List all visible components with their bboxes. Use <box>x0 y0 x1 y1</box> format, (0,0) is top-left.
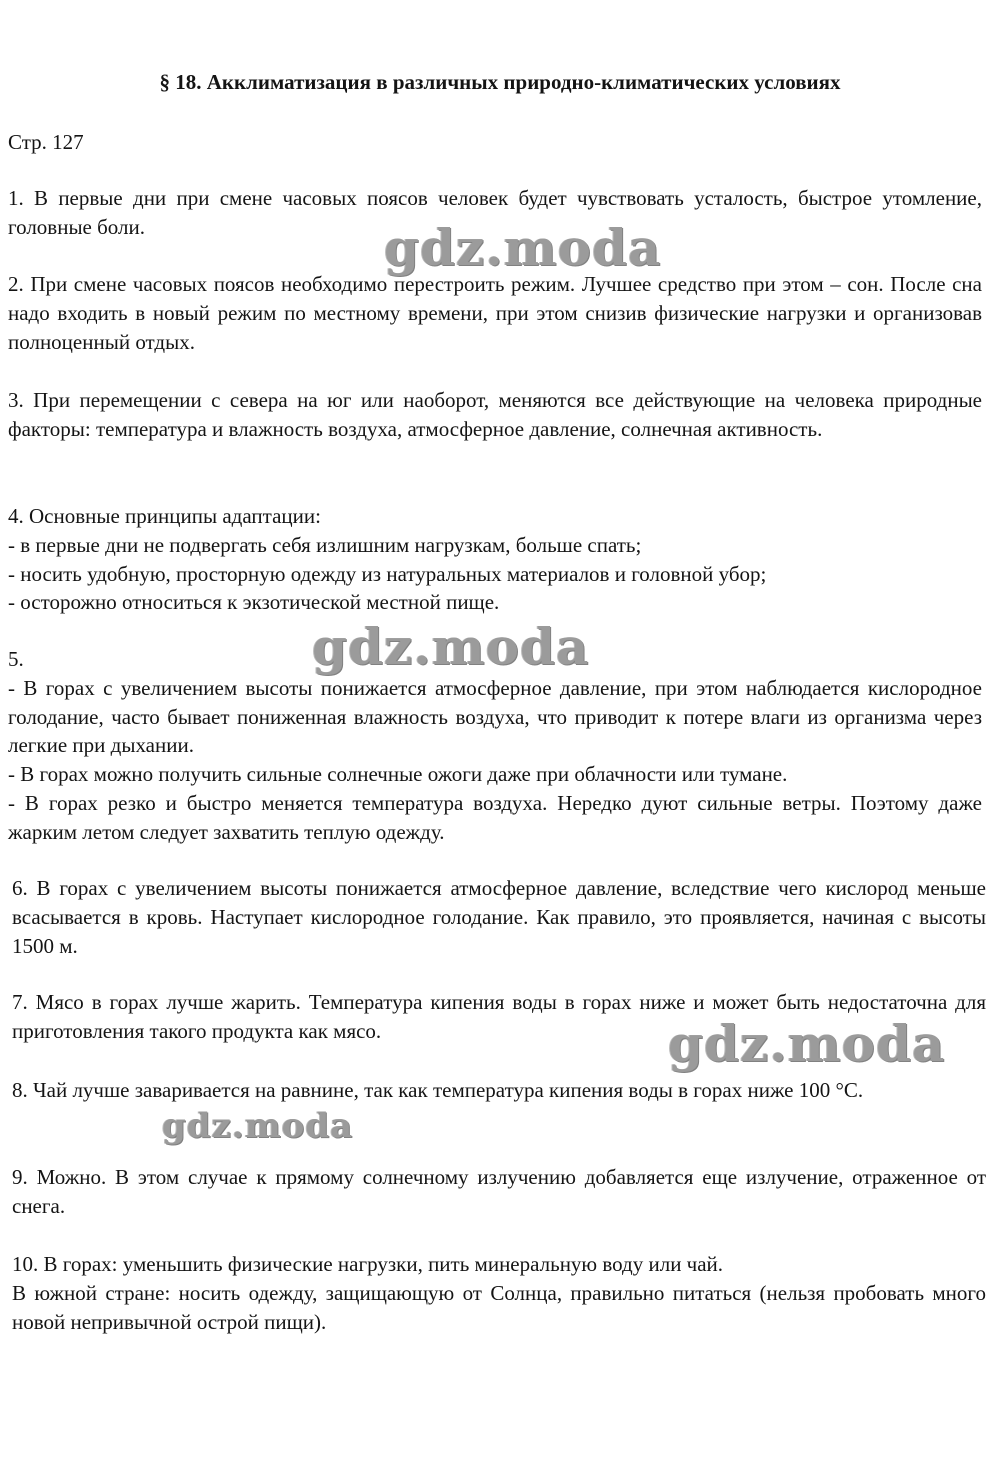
answer-5-item: - В горах с увеличением высоты понижается атмосферное давление, при этом наблюдается кислородное голодание, часто бывает пониженная влажность воздуха, что приводит к потере влаги из организма через легкие при дыхании. <box>8 675 982 758</box>
answer-5-item: - В горах резко и быстро меняется температура воздуха. Нередко дуют сильные ветры. Поэтому даже жарким летом следует захватить теплую одежду. <box>8 790 982 844</box>
answer-1-text: 1. В первые дни при смене часовых поясов человек будет чувствовать усталость, быстрое утомление, головные боли. <box>8 186 982 239</box>
answer-5-heading: 5. <box>8 647 24 671</box>
answer-4-item: - в первые дни не подвергать себя излишним нагрузкам, больше спать; <box>8 532 642 557</box>
answer-2-text: 2. При смене часовых поясов необходимо перестроить режим. Лучшее средство при этом – сон. После сна надо входить в новый режим по местному времени, при этом снизив физические нагрузки и организовав полноценный отдых. <box>8 272 982 354</box>
answer-6 <box>12 874 986 960</box>
page-reference: Стр. 127 <box>8 130 84 154</box>
answer-8-text: 8. Чай лучше заваривается на равнине, так как температура кипения воды в горах ниже 100 °С. <box>12 1078 864 1102</box>
answer-5-item: - В горах можно получить сильные солнечные ожоги даже при облачности или тумане. <box>8 762 788 787</box>
watermark: gdz.moda <box>162 1106 354 1146</box>
page-title: § 18. Акклиматизация в различных природно-климатических условиях <box>159 70 841 94</box>
watermark: gdz.moda <box>384 218 662 277</box>
answer-4-item: - носить удобную, просторную одежду из натуральных материалов и головной убор; <box>8 561 767 586</box>
answer-4 <box>8 502 982 617</box>
answer-4-item: - осторожно относиться к экзотической местной пище. <box>8 590 500 615</box>
answer-10 <box>12 1250 986 1336</box>
watermark: gdz.moda <box>312 617 590 676</box>
answer-10-line: В южной стране: носить одежду, защищающую от Солнца, правильно питаться (нельзя пробовать много новой непривычной острой пищи). <box>12 1280 986 1334</box>
answer-3-text: 3. При перемещении с севера на юг или наоборот, меняются все действующие на человека природные факторы: температура и влажность воздуха, атмосферное давление, солнечная активность. <box>8 388 982 441</box>
answer-9-text: 9. Можно. В этом случае к прямому солнечному излучению добавляется еще излучение, отраженное от снега. <box>12 1165 986 1218</box>
answer-4-heading: 4. Основные принципы адаптации: <box>8 504 321 528</box>
answer-3 <box>8 386 982 444</box>
answer-7-text: 7. Мясо в горах лучше жарить. Температура кипения воды в горах ниже и может быть недостаточна для приготовления такого продукта как мясо. <box>12 990 986 1043</box>
answer-2 <box>8 270 982 356</box>
answer-6-text: 6. В горах с увеличением высоты понижается атмосферное давление, вследствие чего кислород меньше всасывается в кровь. Наступает кислородное голодание. Как правило, это проявляется, начиная с высоты 1500 м. <box>12 876 986 958</box>
answer-10-line: 10. В горах: уменьшить физические нагрузки, пить минеральную воду или чай. <box>12 1252 724 1276</box>
answer-8 <box>12 1076 986 1105</box>
watermark: gdz.moda <box>668 1014 946 1073</box>
answer-9 <box>12 1163 986 1221</box>
